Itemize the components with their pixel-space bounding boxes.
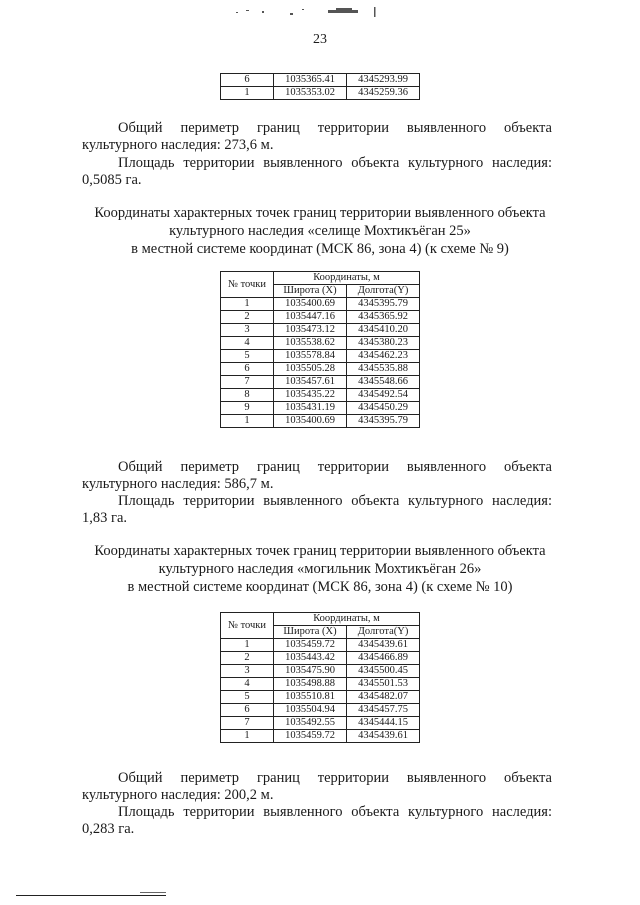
table-row: 6 1035365.41 4345293.99 xyxy=(221,74,420,87)
perimeter-paragraph-2: Общий периметр границ территории выявленного объекта культурного наследия: 586,7 м. xyxy=(82,459,552,492)
table-row: 1 1035459.72 4345439.61 xyxy=(221,730,420,743)
page-number: 23 xyxy=(313,32,327,47)
area-paragraph-2: Площадь территории выявленного объекта культурного наследия: 1,83 га. xyxy=(82,493,552,526)
section-heading-9: Координаты характерных точек границ территории выявленного объекта культурного наследия «селище Мохтикъёган 25» в местной системе координат (МСК 86, зона 4) (к схеме № 9) xyxy=(94,205,546,257)
area-paragraph-1: Площадь территории выявленного объекта культурного наследия: 0,5085 га. xyxy=(82,155,552,188)
footnote-divider-fragment xyxy=(140,892,166,893)
perimeter-paragraph-3: Общий периметр границ территории выявленного объекта культурного наследия: 200,2 м. xyxy=(82,770,552,803)
table-row: 5 1035578.84 4345462.23 xyxy=(221,350,420,363)
footnote-divider xyxy=(16,895,166,896)
table-row: 1 1035400.69 4345395.79 xyxy=(221,415,420,428)
table-row: 2 1035443.42 4345466.89 xyxy=(221,652,420,665)
table-row: 3 1035473.12 4345410.20 xyxy=(221,324,420,337)
table-row: 2 1035447.16 4345365.92 xyxy=(221,311,420,324)
table-row: 1 1035353.02 4345259.36 xyxy=(221,87,420,100)
coordinates-table-10: № точки Координаты, м Широта (X) Долгота(Y) 1 1035459.72 4345439.61 2 1035443.42 4345466.89 3 1035475.90 4345500.45 4 1035498.88 4345501.53 5 1035510.81 4345482.07 6 1035504.94 4345457.75 7 1035492.55 4345444.15 1 1035459.72 4345439.61 xyxy=(220,612,420,743)
section-heading-10: Координаты характерных точек границ территории выявленного объекта культурного наследия «могильник Мохтикъёган 26» в местной системе координат (МСК 86, зона 4) (к схеме № 10) xyxy=(94,543,546,595)
table-row: 9 1035431.19 4345450.29 xyxy=(221,402,420,415)
table-row: 6 1035504.94 4345457.75 xyxy=(221,704,420,717)
table-row: 4 1035538.62 4345380.23 xyxy=(221,337,420,350)
table-row: 3 1035475.90 4345500.45 xyxy=(221,665,420,678)
coordinates-table-9: № точки Координаты, м Широта (X) Долгота(Y) 1 1035400.69 4345395.79 2 1035447.16 4345365.92 3 1035473.12 4345410.20 4 1035538.62 4345380.23 5 1035578.84 4345462.23 6 1035505.28 4345535.88 7 1035457.61 4345548.66 8 1035435.22 4345492.54 9 1035431.19 4345450.29 1 1035400.69 4345395.79 xyxy=(220,271,420,428)
table-row: 1 1035400.69 4345395.79 xyxy=(221,298,420,311)
area-paragraph-3: Площадь территории выявленного объекта культурного наследия: 0,283 га. xyxy=(82,804,552,837)
table-row: 7 1035457.61 4345548.66 xyxy=(221,376,420,389)
table-row: 8 1035435.22 4345492.54 xyxy=(221,389,420,402)
table-row: 5 1035510.81 4345482.07 xyxy=(221,691,420,704)
table-row: 1 1035459.72 4345439.61 xyxy=(221,639,420,652)
top-coordinates-table xyxy=(220,73,420,100)
perimeter-paragraph-1: Общий периметр границ территории выявленного объекта культурного наследия: 273,6 м. xyxy=(82,120,552,153)
table-row: 6 1035505.28 4345535.88 xyxy=(221,363,420,376)
scan-noise xyxy=(232,4,382,18)
table-row: 4 1035498.88 4345501.53 xyxy=(221,678,420,691)
table-row: 7 1035492.55 4345444.15 xyxy=(221,717,420,730)
